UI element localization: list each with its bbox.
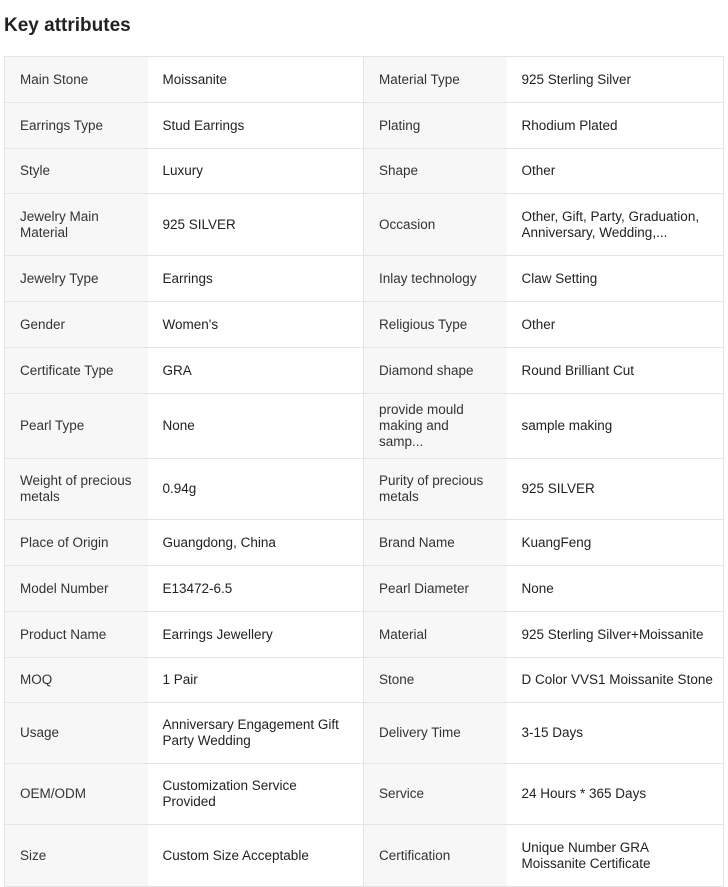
attribute-value: GRA <box>148 348 364 394</box>
attribute-name: Gender <box>5 302 148 348</box>
attribute-name: Religious Type <box>364 302 507 348</box>
attribute-name: Jewelry Type <box>5 256 148 302</box>
attribute-row <box>5 302 724 348</box>
attribute-name: Usage <box>5 703 148 764</box>
attribute-row <box>5 348 724 394</box>
attribute-name: MOQ <box>5 658 148 703</box>
attribute-row <box>5 825 724 887</box>
attribute-row <box>5 520 724 566</box>
attribute-name: Occasion <box>364 194 507 256</box>
attribute-value: Custom Size Acceptable <box>148 825 364 887</box>
attribute-value: Moissanite <box>148 57 364 103</box>
attribute-row <box>5 57 724 103</box>
attribute-name: Brand Name <box>364 520 507 566</box>
key-attributes-table <box>4 56 724 887</box>
attribute-name: Size <box>5 825 148 887</box>
attribute-value: E13472-6.5 <box>148 566 364 612</box>
attribute-name: Jewelry Main Material <box>5 194 148 256</box>
attribute-name: Main Stone <box>5 57 148 103</box>
attribute-value: None <box>507 566 724 612</box>
attribute-value: KuangFeng <box>507 520 724 566</box>
attribute-name: Product Name <box>5 612 148 658</box>
attribute-value: Other <box>507 302 724 348</box>
attribute-value: 3-15 Days <box>507 703 724 764</box>
attribute-row <box>5 703 724 764</box>
attribute-value: Luxury <box>148 149 364 194</box>
attribute-name: Pearl Type <box>5 394 148 459</box>
attribute-value: 0.94g <box>148 459 364 520</box>
attribute-value: Earrings <box>148 256 364 302</box>
attribute-row <box>5 149 724 194</box>
key-attributes-body <box>5 57 724 887</box>
attribute-row <box>5 566 724 612</box>
attribute-name: Purity of precious metals <box>364 459 507 520</box>
attribute-value: Women's <box>148 302 364 348</box>
attribute-name: Shape <box>364 149 507 194</box>
attribute-value: Round Brilliant Cut <box>507 348 724 394</box>
attribute-name: Certificate Type <box>5 348 148 394</box>
attribute-name: Service <box>364 764 507 825</box>
attribute-value: 925 Sterling Silver <box>507 57 724 103</box>
attribute-row <box>5 459 724 520</box>
section-title: Key attributes <box>4 15 131 36</box>
attribute-name: Stone <box>364 658 507 703</box>
attribute-value: Earrings Jewellery <box>148 612 364 658</box>
attribute-value: Guangdong, China <box>148 520 364 566</box>
attribute-name: Style <box>5 149 148 194</box>
attribute-row <box>5 194 724 256</box>
attribute-name: Certification <box>364 825 507 887</box>
attribute-name: Plating <box>364 103 507 149</box>
attribute-row <box>5 394 724 459</box>
attribute-value: None <box>148 394 364 459</box>
attribute-name: Material Type <box>364 57 507 103</box>
attribute-row <box>5 103 724 149</box>
attribute-value: 1 Pair <box>148 658 364 703</box>
attribute-value: Claw Setting <box>507 256 724 302</box>
attribute-name: Delivery Time <box>364 703 507 764</box>
attribute-name: Inlay technology <box>364 256 507 302</box>
attribute-value: Unique Number GRA Moissanite Certificate <box>507 825 724 887</box>
attribute-name: Earrings Type <box>5 103 148 149</box>
attribute-value: 925 SILVER <box>148 194 364 256</box>
attribute-value: 24 Hours * 365 Days <box>507 764 724 825</box>
attribute-row <box>5 658 724 703</box>
attribute-value: Other, Gift, Party, Graduation, Anniversary, Wedding,... <box>507 194 724 256</box>
attribute-value: Anniversary Engagement Gift Party Wedding <box>148 703 364 764</box>
attribute-row <box>5 764 724 825</box>
attribute-value: Customization Service Provided <box>148 764 364 825</box>
attribute-name: OEM/ODM <box>5 764 148 825</box>
attribute-row <box>5 256 724 302</box>
attribute-name: Material <box>364 612 507 658</box>
attribute-value: Stud Earrings <box>148 103 364 149</box>
attribute-value: 925 SILVER <box>507 459 724 520</box>
attribute-value: D Color VVS1 Moissanite Stone <box>507 658 724 703</box>
attribute-value: 925 Sterling Silver+Moissanite <box>507 612 724 658</box>
attribute-name: Diamond shape <box>364 348 507 394</box>
attribute-name: Place of Origin <box>5 520 148 566</box>
attribute-value: sample making <box>507 394 724 459</box>
attribute-name: Weight of precious metals <box>5 459 148 520</box>
attribute-name: Model Number <box>5 566 148 612</box>
attribute-name: provide mould making and samp... <box>364 394 507 459</box>
attribute-name: Pearl Diameter <box>364 566 507 612</box>
attribute-value: Other <box>507 149 724 194</box>
attribute-value: Rhodium Plated <box>507 103 724 149</box>
attribute-row <box>5 612 724 658</box>
